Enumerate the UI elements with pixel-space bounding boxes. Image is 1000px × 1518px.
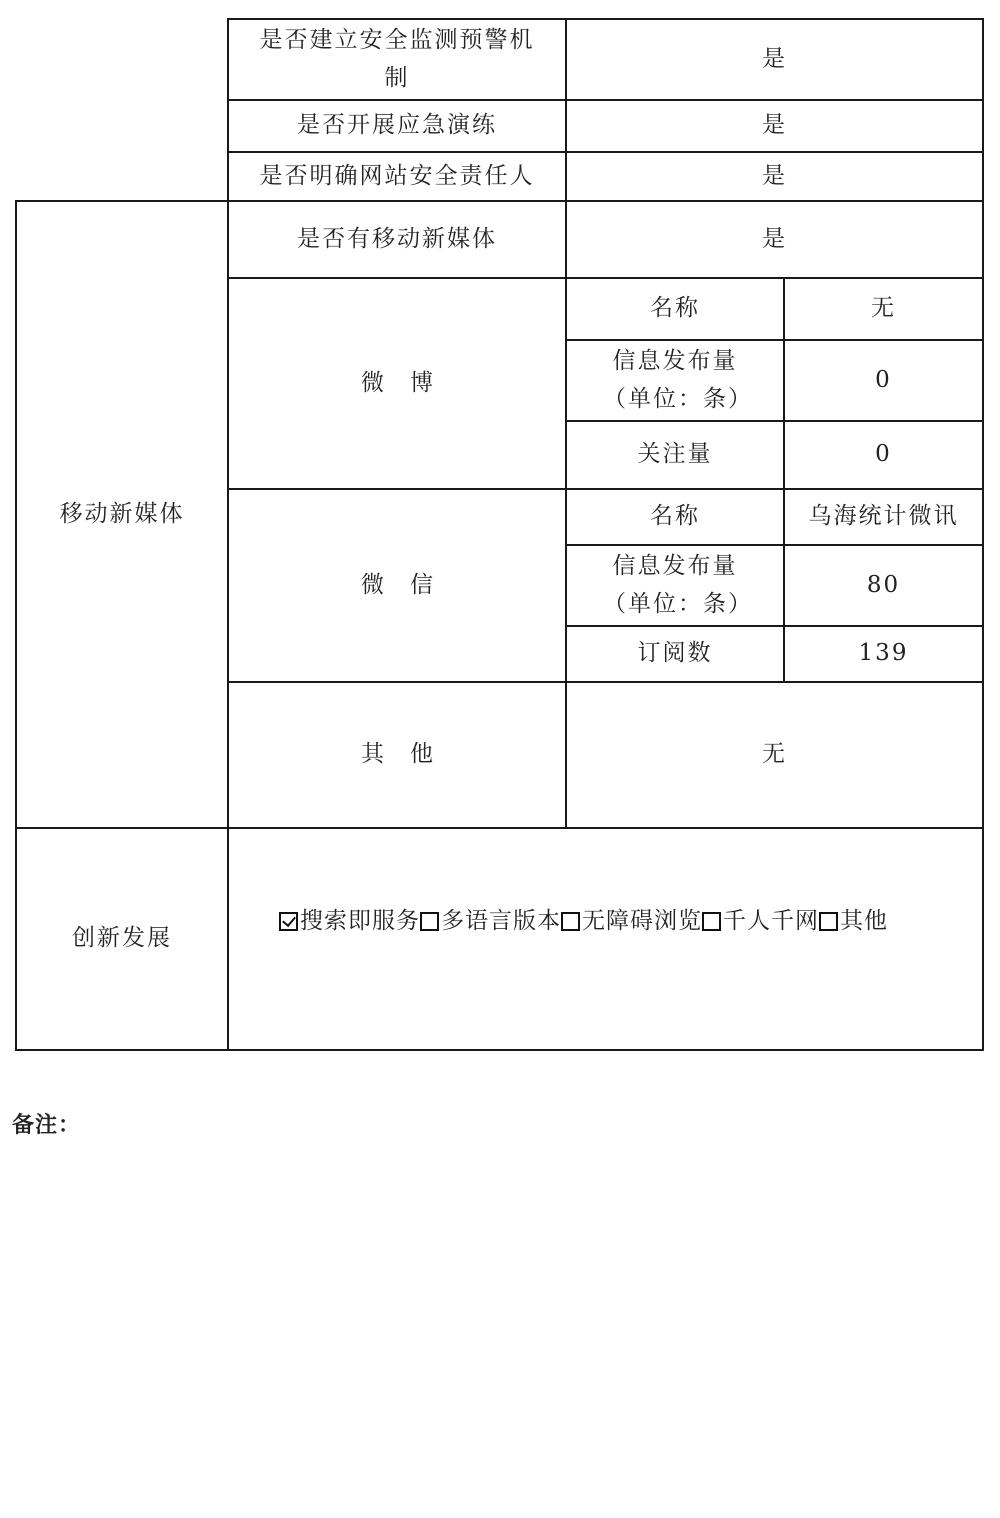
- report-table: [15, 18, 984, 1051]
- weibo-followers-label: 关注量: [637, 441, 713, 468]
- other-media-value: 无: [762, 741, 787, 768]
- has-media-label: 是否有移动新媒体: [297, 225, 497, 252]
- wechat-posts-value: 80: [866, 571, 901, 598]
- innovation-option[interactable]: [279, 903, 420, 941]
- wechat-name-value: 乌海统计微讯: [808, 503, 959, 530]
- wechat-subscribers-value: 139: [858, 640, 909, 667]
- innovation-option-label: 搜索即服务: [300, 907, 420, 934]
- monitoring-label: 是否建立安全监测预警机制: [259, 26, 535, 91]
- checkbox-icon[interactable]: [279, 912, 298, 931]
- innovation-option-label: 无障碍浏览: [582, 907, 702, 934]
- checkbox-icon[interactable]: [702, 912, 721, 931]
- wechat-name-label: 名称: [650, 503, 700, 530]
- innovation-option[interactable]: [702, 903, 819, 941]
- checkbox-icon[interactable]: [561, 912, 580, 931]
- innovation-option[interactable]: [561, 903, 702, 941]
- other-media-label: 其他: [361, 741, 459, 768]
- weibo-name-value: 无: [871, 295, 896, 322]
- weibo-posts-label: 信息发布量（单位：条）: [603, 347, 753, 412]
- innovation-option-label: 千人千网: [723, 907, 819, 934]
- weibo-followers-value: 0: [875, 441, 892, 468]
- responsible-value: 是: [762, 162, 787, 189]
- innovation-option-label: 其他: [840, 907, 888, 934]
- responsible-label: 是否明确网站安全责任人: [259, 162, 535, 189]
- media-section-label: 移动新媒体: [59, 500, 185, 527]
- drill-label: 是否开展应急演练: [297, 112, 497, 139]
- innovation-option[interactable]: [420, 903, 561, 941]
- checkbox-icon[interactable]: [819, 912, 838, 931]
- checkbox-icon[interactable]: [420, 912, 439, 931]
- innovation-options: [229, 829, 982, 1014]
- weibo-label: 微博: [361, 369, 459, 396]
- innovation-option-label: 多语言版本: [441, 907, 561, 934]
- drill-value: 是: [762, 112, 787, 139]
- innovation-section-label: 创新发展: [72, 925, 172, 952]
- remarks-label: 备注：: [12, 1113, 82, 1138]
- weibo-posts-value: 0: [875, 366, 892, 393]
- weibo-name-label: 名称: [650, 295, 700, 322]
- monitoring-value: 是: [762, 45, 787, 72]
- wechat-posts-label: 信息发布量（单位：条）: [603, 552, 753, 617]
- innovation-option[interactable]: [819, 903, 888, 941]
- wechat-label: 微信: [361, 571, 459, 598]
- wechat-subscribers-label: 订阅数: [637, 640, 713, 667]
- has-media-value: 是: [762, 225, 787, 252]
